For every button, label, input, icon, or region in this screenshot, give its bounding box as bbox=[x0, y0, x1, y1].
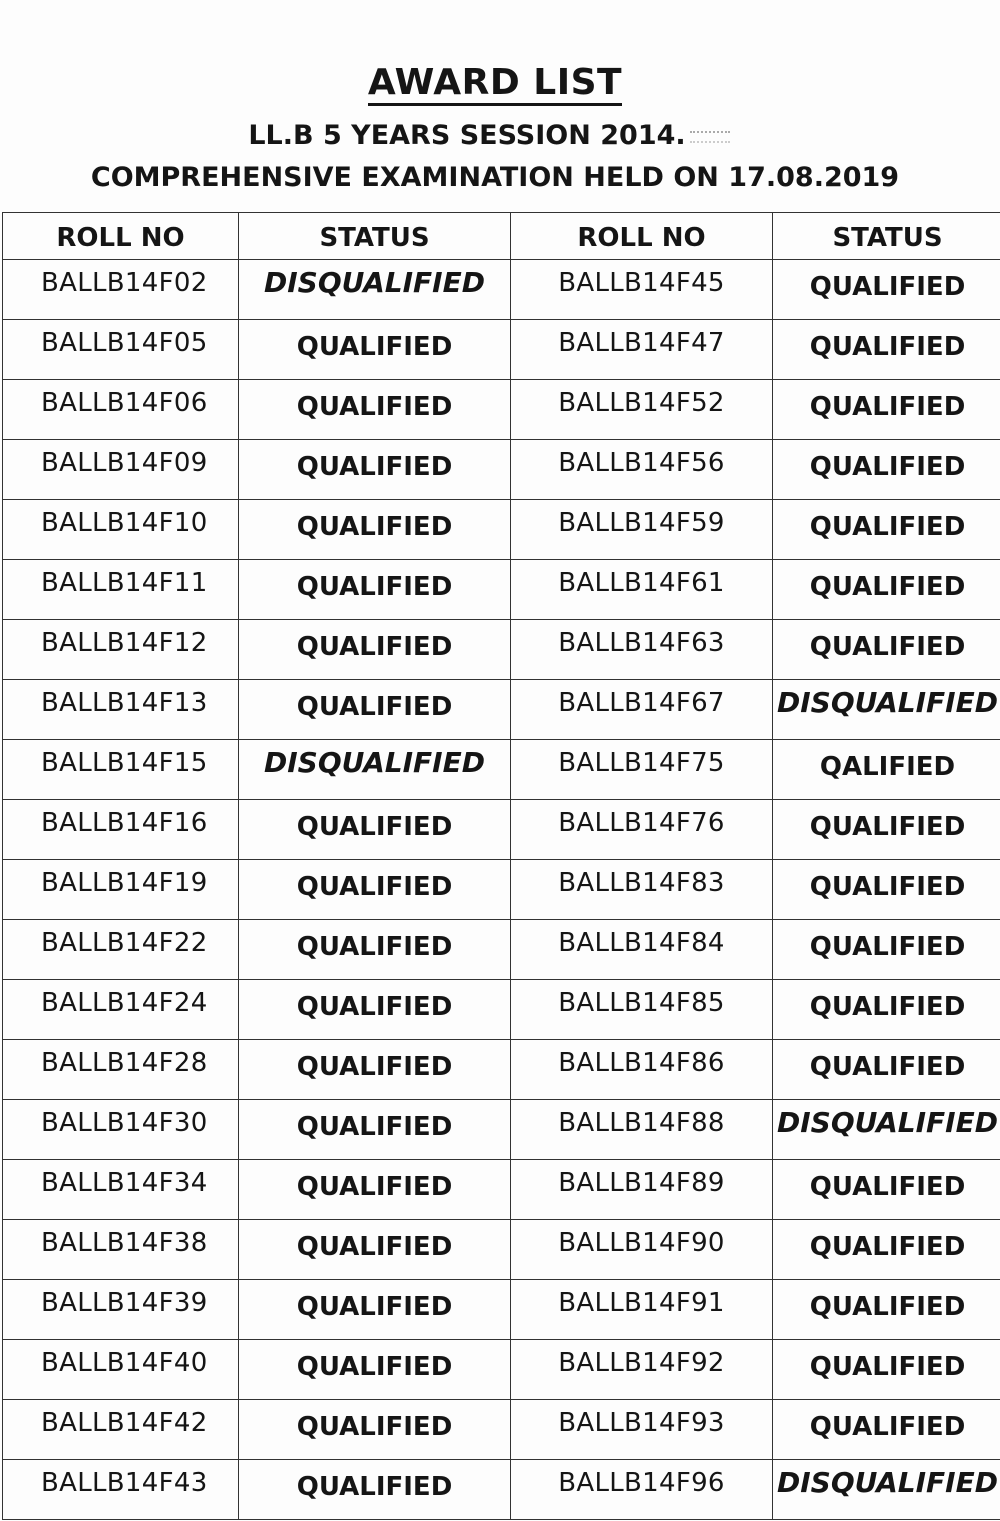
roll-number-text: BALLB14F43 bbox=[41, 1468, 208, 1498]
roll-number-cell bbox=[511, 1460, 773, 1520]
roll-number-cell bbox=[511, 1100, 773, 1160]
status-cell bbox=[239, 260, 511, 320]
table-row bbox=[3, 740, 1000, 800]
roll-number-text: BALLB14F75 bbox=[558, 748, 725, 778]
roll-number-cell bbox=[3, 1460, 239, 1520]
table-row bbox=[3, 440, 1000, 500]
roll-number-text: BALLB14F47 bbox=[558, 328, 725, 358]
roll-number-text: BALLB14F34 bbox=[41, 1168, 208, 1198]
roll-number-text: BALLB14F76 bbox=[558, 808, 725, 838]
table-row bbox=[3, 920, 1000, 980]
status-text: QUALIFIED bbox=[809, 1352, 966, 1382]
roll-number-text: BALLB14F13 bbox=[41, 688, 208, 718]
roll-number-text: BALLB14F39 bbox=[41, 1288, 208, 1318]
status-text: QUALIFIED bbox=[296, 1292, 453, 1322]
smudged-text-mark bbox=[690, 131, 730, 143]
status-cell bbox=[773, 1220, 1000, 1280]
roll-number-text: BALLB14F12 bbox=[41, 628, 208, 658]
roll-number-text: BALLB14F59 bbox=[558, 508, 725, 538]
status-cell bbox=[773, 1340, 1000, 1400]
roll-number-text: BALLB14F11 bbox=[41, 568, 208, 598]
roll-number-cell bbox=[3, 440, 239, 500]
roll-number-text: BALLB14F06 bbox=[41, 388, 208, 418]
status-cell bbox=[239, 500, 511, 560]
table-row bbox=[3, 560, 1000, 620]
roll-number-text: BALLB14F89 bbox=[558, 1168, 725, 1198]
status-text: QUALIFIED bbox=[296, 1172, 453, 1202]
status-cell bbox=[773, 1400, 1000, 1460]
status-text: QUALIFIED bbox=[296, 632, 453, 662]
status-text: QUALIFIED bbox=[809, 512, 966, 542]
roll-number-cell bbox=[511, 1280, 773, 1340]
status-text: DISQUALIFIED bbox=[777, 686, 998, 719]
status-cell bbox=[773, 1280, 1000, 1340]
roll-number-text: BALLB14F30 bbox=[41, 1108, 208, 1138]
roll-number-cell bbox=[3, 500, 239, 560]
roll-number-text: BALLB14F84 bbox=[558, 928, 725, 958]
column-header-roll-no: ROLL NO bbox=[3, 213, 239, 260]
column-header-roll-no-2: ROLL NO bbox=[511, 213, 773, 260]
table-header-row bbox=[3, 213, 1000, 260]
roll-number-text: BALLB14F91 bbox=[558, 1288, 725, 1318]
table-row bbox=[3, 1220, 1000, 1280]
roll-number-text: BALLB14F40 bbox=[41, 1348, 208, 1378]
roll-number-text: BALLB14F28 bbox=[41, 1048, 208, 1078]
roll-number-text: BALLB14F63 bbox=[558, 628, 725, 658]
status-text: QUALIFIED bbox=[296, 452, 453, 482]
column-header-status-2: STATUS bbox=[773, 213, 1000, 260]
roll-number-cell bbox=[511, 980, 773, 1040]
status-cell bbox=[239, 560, 511, 620]
roll-number-cell bbox=[3, 1220, 239, 1280]
status-cell bbox=[773, 980, 1000, 1040]
status-text: QUALIFIED bbox=[809, 332, 966, 362]
status-cell bbox=[239, 860, 511, 920]
status-text: DISQUALIFIED bbox=[264, 746, 485, 779]
table-row bbox=[3, 1160, 1000, 1220]
roll-number-text: BALLB14F16 bbox=[41, 808, 208, 838]
roll-number-cell bbox=[3, 1400, 239, 1460]
roll-number-text: BALLB14F38 bbox=[41, 1228, 208, 1258]
award-table-body bbox=[3, 260, 1000, 1520]
status-cell bbox=[773, 380, 1000, 440]
page-title bbox=[0, 62, 990, 103]
status-text: QUALIFIED bbox=[809, 1232, 966, 1262]
status-text: QUALIFIED bbox=[809, 872, 966, 902]
roll-number-text: BALLB14F24 bbox=[41, 988, 208, 1018]
status-cell bbox=[773, 620, 1000, 680]
roll-number-text: BALLB14F86 bbox=[558, 1048, 725, 1078]
status-text: DISQUALIFIED bbox=[777, 1106, 998, 1139]
status-text: QUALIFIED bbox=[296, 572, 453, 602]
table-row bbox=[3, 860, 1000, 920]
roll-number-text: BALLB14F67 bbox=[558, 688, 725, 718]
status-text: QUALIFIED bbox=[809, 992, 966, 1022]
table-row bbox=[3, 1280, 1000, 1340]
status-text: QUALIFIED bbox=[296, 1112, 453, 1142]
status-cell bbox=[239, 1460, 511, 1520]
status-text: QUALIFIED bbox=[296, 992, 453, 1022]
status-text: QUALIFIED bbox=[809, 1052, 966, 1082]
status-text: QUALIFIED bbox=[809, 272, 966, 302]
status-text: QUALIFIED bbox=[809, 572, 966, 602]
status-cell bbox=[773, 320, 1000, 380]
roll-number-cell bbox=[3, 920, 239, 980]
status-cell bbox=[239, 680, 511, 740]
status-cell bbox=[773, 440, 1000, 500]
status-text: QUALIFIED bbox=[296, 332, 453, 362]
table-row bbox=[3, 680, 1000, 740]
table-row bbox=[3, 980, 1000, 1040]
status-text: QUALIFIED bbox=[809, 932, 966, 962]
roll-number-cell bbox=[3, 1160, 239, 1220]
status-text: DISQUALIFIED bbox=[264, 266, 485, 299]
status-text: QUALIFIED bbox=[809, 452, 966, 482]
status-cell bbox=[239, 1100, 511, 1160]
roll-number-text: BALLB14F83 bbox=[558, 868, 725, 898]
status-cell bbox=[773, 260, 1000, 320]
table-row bbox=[3, 260, 1000, 320]
roll-number-cell bbox=[3, 740, 239, 800]
roll-number-cell bbox=[3, 1040, 239, 1100]
status-cell bbox=[239, 620, 511, 680]
roll-number-text: BALLB14F52 bbox=[558, 388, 725, 418]
status-text: QUALIFIED bbox=[296, 692, 453, 722]
status-cell bbox=[773, 560, 1000, 620]
roll-number-text: BALLB14F42 bbox=[41, 1408, 208, 1438]
roll-number-cell bbox=[511, 440, 773, 500]
status-cell bbox=[239, 380, 511, 440]
roll-number-cell bbox=[3, 560, 239, 620]
roll-number-text: BALLB14F10 bbox=[41, 508, 208, 538]
exam-line: COMPREHENSIVE EXAMINATION HELD ON 17.08.2019 bbox=[90, 162, 900, 193]
status-text: QUALIFIED bbox=[296, 932, 453, 962]
table-row bbox=[3, 1340, 1000, 1400]
status-cell bbox=[239, 800, 511, 860]
status-cell bbox=[239, 1400, 511, 1460]
roll-number-cell bbox=[511, 740, 773, 800]
table-row bbox=[3, 620, 1000, 680]
roll-number-cell bbox=[3, 1340, 239, 1400]
roll-number-text: BALLB14F02 bbox=[41, 268, 208, 298]
roll-number-cell bbox=[511, 1160, 773, 1220]
status-text: QALIFIED bbox=[819, 752, 956, 782]
roll-number-cell bbox=[3, 1100, 239, 1160]
status-cell bbox=[773, 1460, 1000, 1520]
status-text: DISQUALIFIED bbox=[777, 1466, 998, 1499]
table-row bbox=[3, 1040, 1000, 1100]
roll-number-cell bbox=[511, 320, 773, 380]
status-text: QUALIFIED bbox=[296, 512, 453, 542]
roll-number-cell bbox=[3, 980, 239, 1040]
session-line bbox=[0, 120, 984, 151]
status-cell bbox=[773, 740, 1000, 800]
roll-number-cell bbox=[511, 620, 773, 680]
roll-number-cell bbox=[3, 800, 239, 860]
roll-number-text: BALLB14F22 bbox=[41, 928, 208, 958]
roll-number-text: BALLB14F90 bbox=[558, 1228, 725, 1258]
status-cell bbox=[773, 920, 1000, 980]
roll-number-cell bbox=[511, 380, 773, 440]
column-header-status: STATUS bbox=[239, 213, 511, 260]
roll-number-cell bbox=[3, 320, 239, 380]
status-cell bbox=[239, 320, 511, 380]
roll-number-cell bbox=[511, 560, 773, 620]
roll-number-cell bbox=[511, 500, 773, 560]
roll-number-cell bbox=[3, 380, 239, 440]
session-text: LL.B 5 YEARS SESSION 2014. bbox=[248, 120, 686, 151]
table-row bbox=[3, 1100, 1000, 1160]
status-cell bbox=[239, 1220, 511, 1280]
status-text: QUALIFIED bbox=[296, 1412, 453, 1442]
status-text: QUALIFIED bbox=[296, 1232, 453, 1262]
status-text: QUALIFIED bbox=[296, 872, 453, 902]
roll-number-text: BALLB14F15 bbox=[41, 748, 208, 778]
status-cell bbox=[773, 1160, 1000, 1220]
roll-number-cell bbox=[511, 680, 773, 740]
status-cell bbox=[239, 980, 511, 1040]
roll-number-cell bbox=[3, 680, 239, 740]
status-text: QUALIFIED bbox=[809, 1292, 966, 1322]
roll-number-cell bbox=[511, 800, 773, 860]
roll-number-cell bbox=[3, 260, 239, 320]
roll-number-text: BALLB14F05 bbox=[41, 328, 208, 358]
status-text: QUALIFIED bbox=[809, 1172, 966, 1202]
roll-number-cell bbox=[511, 260, 773, 320]
table-row bbox=[3, 500, 1000, 560]
status-text: QUALIFIED bbox=[809, 632, 966, 662]
roll-number-text: BALLB14F56 bbox=[558, 448, 725, 478]
status-cell bbox=[239, 1160, 511, 1220]
roll-number-text: BALLB14F93 bbox=[558, 1408, 725, 1438]
table-row bbox=[3, 380, 1000, 440]
status-cell bbox=[239, 740, 511, 800]
status-cell bbox=[773, 1040, 1000, 1100]
status-cell bbox=[773, 800, 1000, 860]
roll-number-text: BALLB14F88 bbox=[558, 1108, 725, 1138]
table-row bbox=[3, 800, 1000, 860]
roll-number-text: BALLB14F09 bbox=[41, 448, 208, 478]
roll-number-cell bbox=[511, 920, 773, 980]
status-text: QUALIFIED bbox=[809, 392, 966, 422]
roll-number-text: BALLB14F61 bbox=[558, 568, 725, 598]
roll-number-text: BALLB14F19 bbox=[41, 868, 208, 898]
status-cell bbox=[239, 1340, 511, 1400]
roll-number-text: BALLB14F92 bbox=[558, 1348, 725, 1378]
status-cell bbox=[773, 500, 1000, 560]
roll-number-cell bbox=[511, 1220, 773, 1280]
table-row bbox=[3, 1460, 1000, 1520]
status-cell bbox=[773, 680, 1000, 740]
roll-number-text: BALLB14F85 bbox=[558, 988, 725, 1018]
roll-number-cell bbox=[511, 1400, 773, 1460]
roll-number-cell bbox=[511, 1040, 773, 1100]
status-cell bbox=[239, 920, 511, 980]
table-row bbox=[3, 1400, 1000, 1460]
status-text: QUALIFIED bbox=[296, 1352, 453, 1382]
roll-number-text: BALLB14F45 bbox=[558, 268, 725, 298]
roll-number-text: BALLB14F96 bbox=[558, 1468, 725, 1498]
status-cell bbox=[773, 860, 1000, 920]
status-cell bbox=[239, 1040, 511, 1100]
status-cell bbox=[239, 1280, 511, 1340]
title-text: AWARD LIST bbox=[368, 62, 622, 106]
status-text: QUALIFIED bbox=[296, 1052, 453, 1082]
roll-number-cell bbox=[3, 620, 239, 680]
roll-number-cell bbox=[3, 1280, 239, 1340]
status-text: QUALIFIED bbox=[809, 812, 966, 842]
roll-number-cell bbox=[511, 1340, 773, 1400]
roll-number-cell bbox=[3, 860, 239, 920]
status-text: QUALIFIED bbox=[296, 1472, 453, 1502]
status-text: QUALIFIED bbox=[296, 392, 453, 422]
status-cell bbox=[239, 440, 511, 500]
roll-number-cell bbox=[511, 860, 773, 920]
status-cell bbox=[773, 1100, 1000, 1160]
status-text: QUALIFIED bbox=[296, 812, 453, 842]
status-text: QUALIFIED bbox=[809, 1412, 966, 1442]
award-table bbox=[2, 212, 1000, 1520]
table-row bbox=[3, 320, 1000, 380]
